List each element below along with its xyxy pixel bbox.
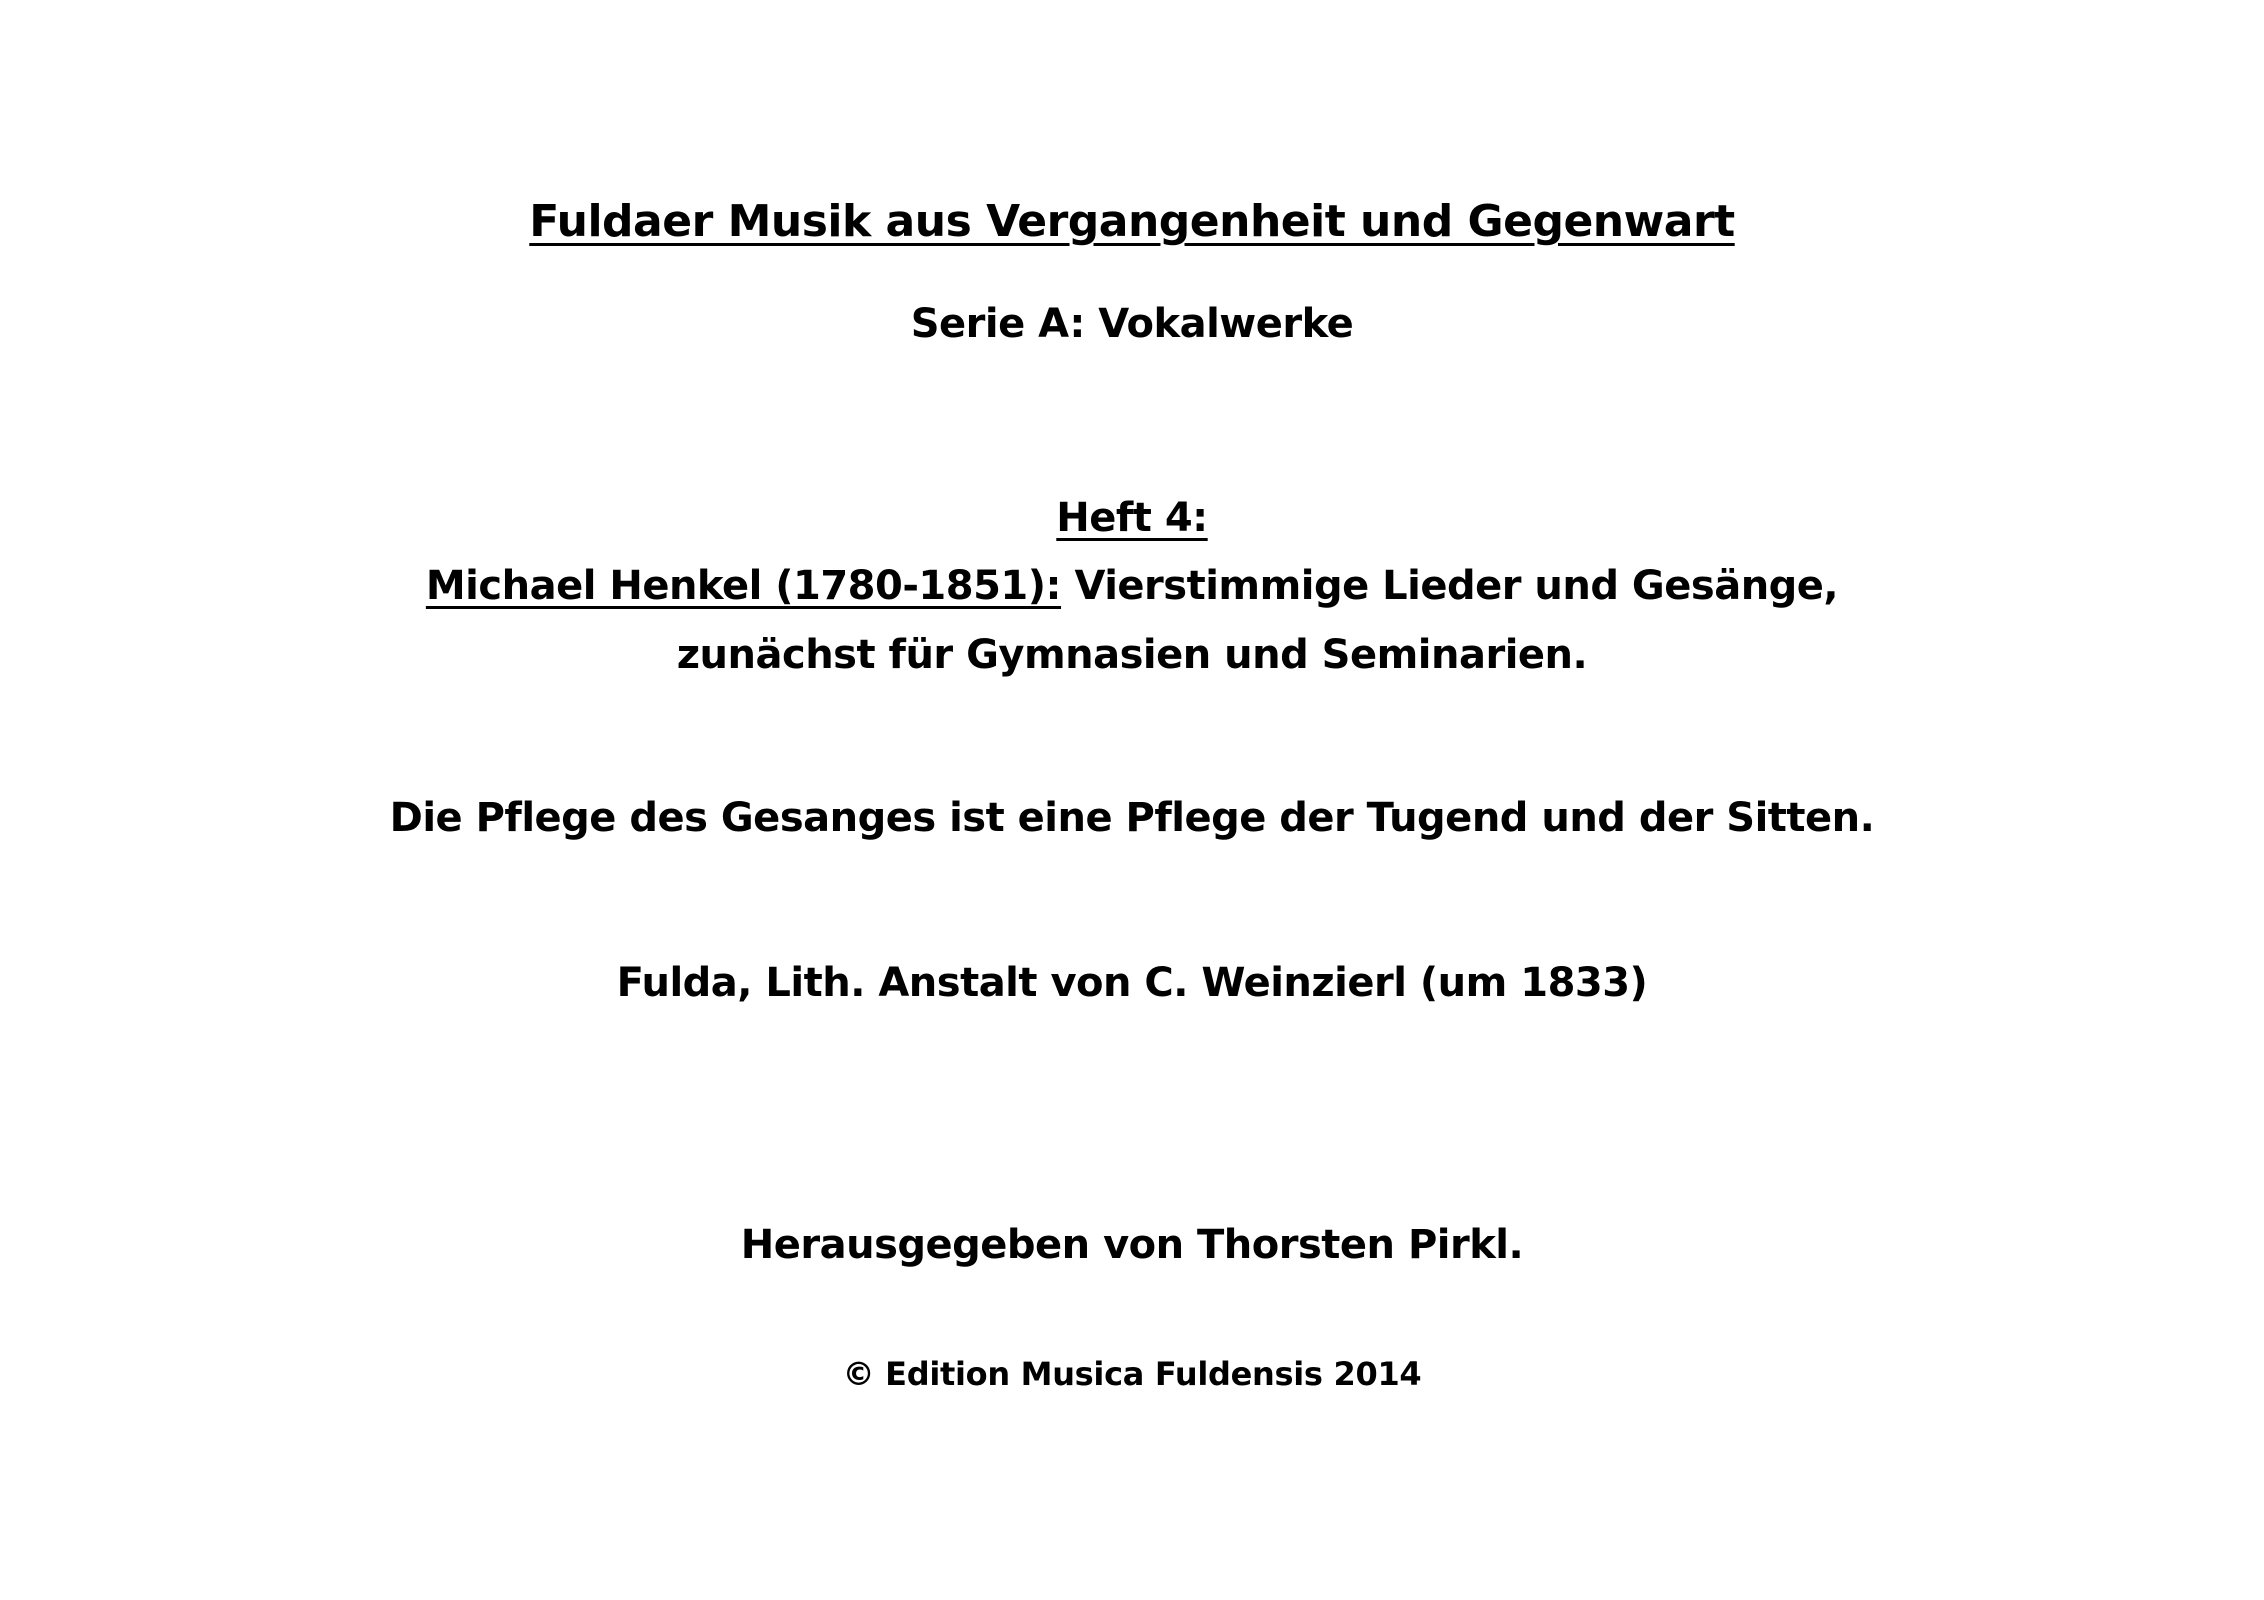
issue-label: Heft 4: [1056,495,1208,541]
copyright-notice: © Edition Musica Fuldensis 2014 [842,1355,1422,1393]
series-subtitle: Serie A: Vokalwerke [910,301,1354,347]
work-title-line-1 [0,563,2264,609]
composer-name: Michael Henkel (1780-1851): [425,563,1062,609]
editor-credit: Herausgegeben von Thorsten Pirkl. [740,1222,1524,1268]
series-title: Fuldaer Musik aus Vergangenheit und Gegenwart [529,196,1735,247]
work-title-part-1: Vierstimmige Lieder und Gesänge, [1061,563,1839,609]
original-publisher: Fulda, Lith. Anstalt von C. Weinzierl (um 1833) [616,960,1648,1006]
motto: Die Pflege des Gesanges ist eine Pflege der Tugend und der Sitten. [389,795,1875,841]
work-title-line-2: zunächst für Gymnasien und Seminarien. [676,632,1588,678]
